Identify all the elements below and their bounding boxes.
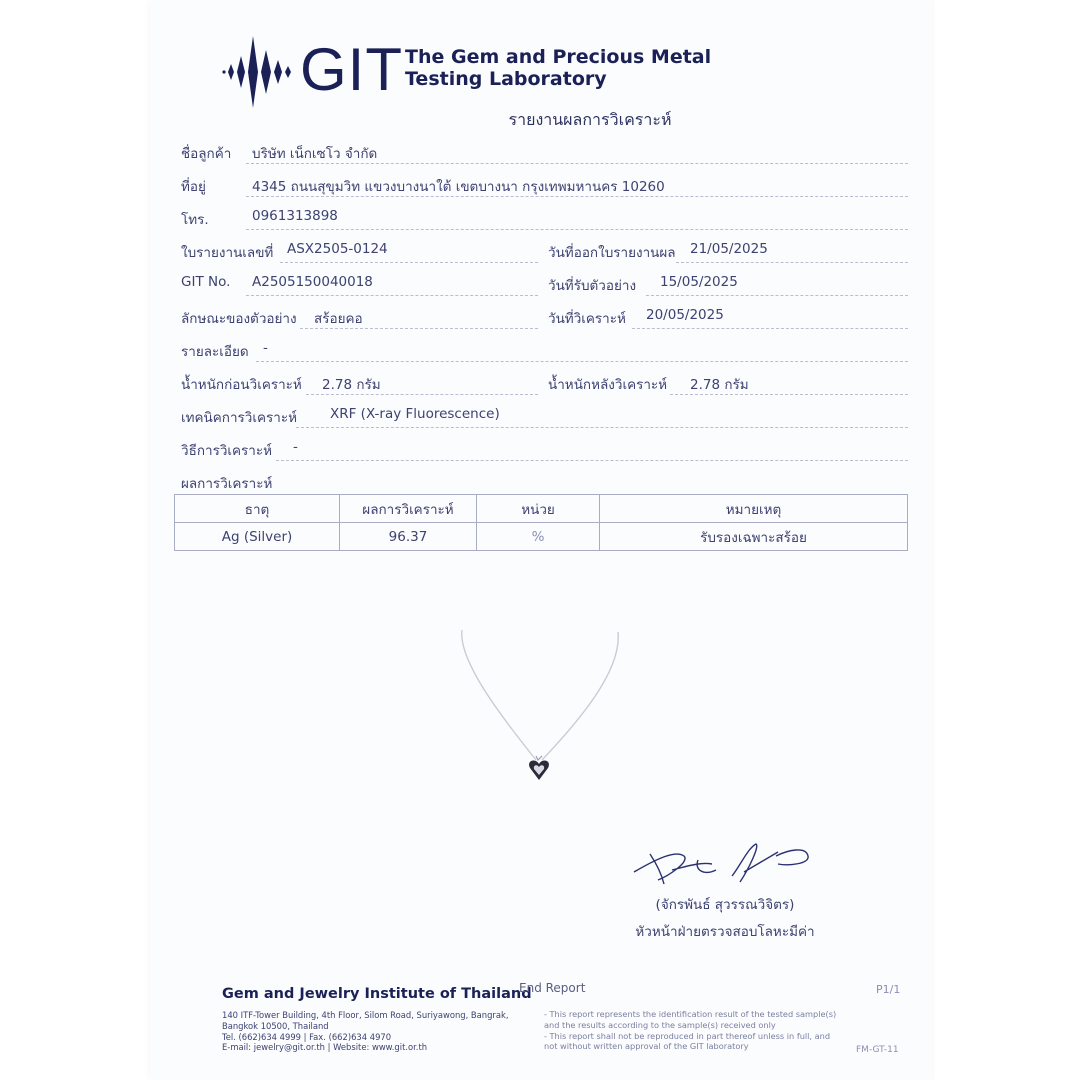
git-no-label: GIT No. (181, 274, 231, 290)
table-cell: % (477, 523, 600, 551)
footer-note-line: - This report shall not be reproduced in part thereof unless in full, and (544, 1030, 831, 1041)
sample-type-label: ลักษณะของตัวอย่าง (181, 311, 297, 327)
divider (670, 394, 908, 395)
page-number: P1/1 (876, 983, 901, 996)
footer-address-line: Bangkok 10500, Thailand (222, 1020, 329, 1031)
table-cell: รับรองเฉพาะสร้อย (600, 523, 908, 551)
divider (246, 295, 538, 296)
divider (676, 262, 908, 263)
git-logo-icon (222, 36, 294, 108)
lab-name (405, 46, 711, 90)
divider (306, 394, 538, 395)
column-header: หน่วย (477, 495, 600, 523)
end-report-label: End Report (519, 981, 586, 995)
results-label: ผลการวิเคราะห์ (181, 476, 273, 492)
issue-date-label: วันที่ออกใบรายงานผล (548, 245, 676, 261)
signatory-position: หัวหน้าฝ่ายตรวจสอบโลหะมีค่า (635, 924, 815, 940)
form-number: FM-GT-11 (856, 1045, 899, 1055)
divider (246, 163, 908, 164)
results-table (174, 494, 908, 551)
divider (246, 229, 908, 230)
weight-before-label: น้ำหนักก่อนวิเคราะห์ (181, 377, 302, 393)
detail-value: - (263, 340, 268, 356)
divider (300, 328, 538, 329)
table-header-row (175, 495, 908, 523)
table-cell: 96.37 (340, 523, 477, 551)
report-no-value: ASX2505-0124 (287, 241, 388, 257)
divider (256, 361, 908, 362)
lab-name-line1: The Gem and Precious Metal (405, 46, 712, 68)
footer-address (222, 1010, 522, 1053)
analysis-date-label: วันที่วิเคราะห์ (548, 311, 626, 327)
received-date-value: 15/05/2025 (660, 274, 738, 290)
footer-address-line: E-mail: jewelry@git.or.th | Website: www.git.or.th (222, 1042, 428, 1053)
customer-name-label: ชื่อลูกค้า (181, 146, 232, 162)
phone-value: 0961313898 (252, 208, 338, 224)
divider (296, 427, 908, 428)
table-row (175, 523, 908, 551)
detail-label: รายละเอียด (181, 344, 249, 360)
sample-type-value: สร้อยคอ (314, 311, 363, 327)
divider (646, 295, 908, 296)
address-label: ที่อยู่ (181, 179, 206, 195)
footer-org-name: Gem and Jewelry Institute of Thailand (222, 986, 532, 1002)
technique-value: XRF (X-ray Fluorescence) (330, 406, 500, 422)
weight-after-value: 2.78 กรัม (690, 377, 749, 393)
git-no-value: A2505150040018 (252, 274, 373, 290)
issue-date-value: 21/05/2025 (690, 241, 768, 257)
necklace-image (450, 620, 630, 790)
divider (246, 196, 908, 197)
logo-wordmark: GIT (300, 36, 403, 103)
signature-image (628, 836, 818, 892)
table-cell: Ag (Silver) (175, 523, 340, 551)
address-value: 4345 ถนนสุขุมวิท แขวงบางนาใต้ เขตบางนา กรุงเทพมหานคร 10260 (252, 179, 665, 195)
divider (280, 262, 538, 263)
method-label: วิธีการวิเคราะห์ (181, 443, 273, 459)
lab-name-line2: Testing Laboratory (405, 68, 607, 90)
report-title: รายงานผลการวิเคราะห์ (508, 110, 672, 129)
weight-after-label: น้ำหนักหลังวิเคราะห์ (548, 377, 668, 393)
column-header: ธาตุ (175, 495, 340, 523)
footer-notes (544, 1009, 864, 1052)
footer-note-line: and the results according to the sample(s) received only (544, 1019, 776, 1030)
report-no-label: ใบรายงานเลขที่ (181, 245, 274, 261)
phone-label: โทร. (181, 212, 209, 228)
analysis-date-value: 20/05/2025 (646, 307, 724, 323)
footer-address-line: Tel. (662)634 4999 | Fax. (662)634 4970 (222, 1031, 392, 1042)
customer-name-value: บริษัท เน็กเซโว จำกัด (252, 146, 378, 162)
column-header: หมายเหตุ (600, 495, 908, 523)
footer-address-line: 140 ITF-Tower Building, 4th Floor, Silom Road, Suriyawong, Bangrak, (222, 1010, 509, 1020)
signatory-name: (จักรพันธ์ สุวรรณวิจิตร) (655, 897, 795, 913)
footer-note-line: not without written approval of the GIT laboratory (544, 1041, 749, 1052)
column-header: ผลการวิเคราะห์ (340, 495, 477, 523)
weight-before-value: 2.78 กรัม (322, 377, 381, 393)
method-value: - (293, 439, 298, 455)
footer-note-line: - This report represents the identification result of the tested sample(s) (544, 1009, 837, 1019)
technique-label: เทคนิคการวิเคราะห์ (181, 410, 298, 426)
divider (276, 460, 908, 461)
received-date-label: วันที่รับตัวอย่าง (548, 278, 637, 294)
divider (632, 328, 908, 329)
